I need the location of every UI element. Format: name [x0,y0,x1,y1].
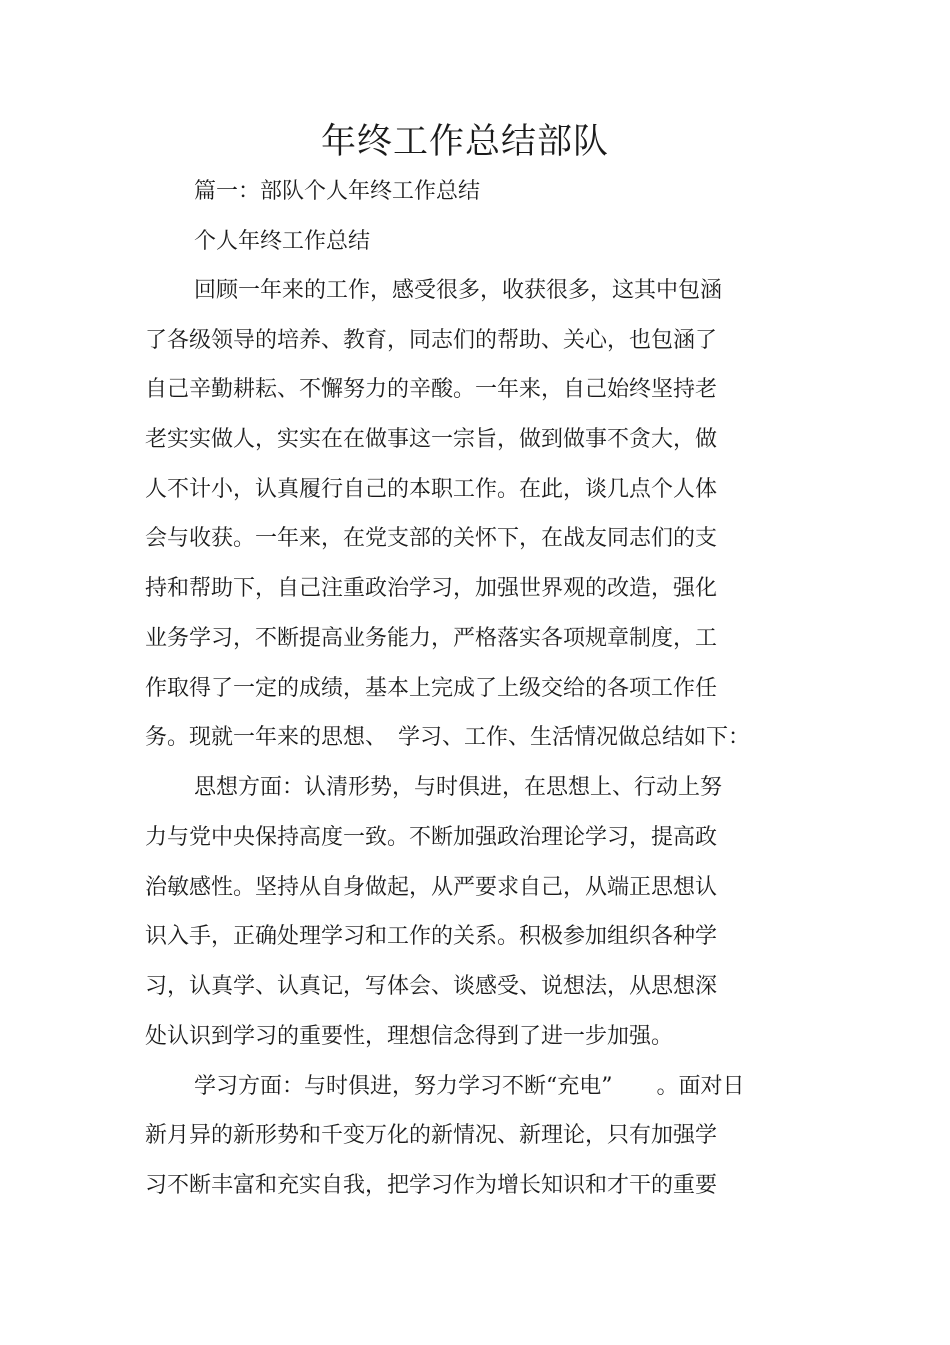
document-title: 年终工作总结部队 [320,122,609,162]
paragraph-line: 思想方面：认清形势，与时俱进，在思想上、行动上努 [194,775,723,800]
paragraph-line: 治敏感性。坚持从自身做起，从严要求自己，从端正思想认 [145,875,718,900]
paragraph-line: 处认识到学习的重要性，理想信念得到了进一步加强。 [145,1024,674,1049]
paragraph-line: 自己辛勤耕耘、不懈努力的辛酸。一年来，自己始终坚持老 [145,377,718,402]
subsection-heading: 个人年终工作总结 [194,229,371,254]
section-heading: 篇一：部队个人年终工作总结 [194,179,481,204]
paragraph-line: 作取得了一定的成绩，基本上完成了上级交给的各项工作任 [145,676,718,701]
paragraph-line: 习不断丰富和充实自我，把学习作为增长知识和才干的重要 [145,1173,718,1198]
paragraph-line: 会与收获。一年来，在党支部的关怀下，在战友同志们的支 [145,526,718,551]
paragraph-line: 务。现就一年来的思想、 学习、工作、生活情况做总结如下： [145,725,751,750]
paragraph-line: 老实实做人，实实在在做事这一宗旨，做到做事不贪大，做 [145,427,718,452]
paragraph-line: 识入手，正确处理学习和工作的关系。积极参加组织各种学 [145,924,718,949]
paragraph-line: 业务学习，不断提高业务能力，严格落实各项规章制度，工 [145,626,718,651]
paragraph-line: 新月异的新形势和千变万化的新情况、新理论，只有加强学 [145,1123,718,1148]
paragraph-line: 力与党中央保持高度一致。不断加强政治理论学习，提高政 [145,825,718,850]
paragraph-line: 持和帮助下，自己注重政治学习，加强世界观的改造，强化 [145,576,718,601]
paragraph-line: 学习方面：与时俱进，努力学习不断“充电” 。面对日 [194,1074,745,1099]
paragraph-line: 人不计小，认真履行自己的本职工作。在此，谈几点个人体 [145,477,718,502]
paragraph-line: 了各级领导的培养、教育，同志们的帮助、关心，也包涵了 [145,328,718,353]
paragraph-line: 习，认真学、认真记，写体会、谈感受、说想法，从思想深 [145,974,718,999]
paragraph-line: 回顾一年来的工作，感受很多，收获很多，这其中包涵 [194,278,723,303]
